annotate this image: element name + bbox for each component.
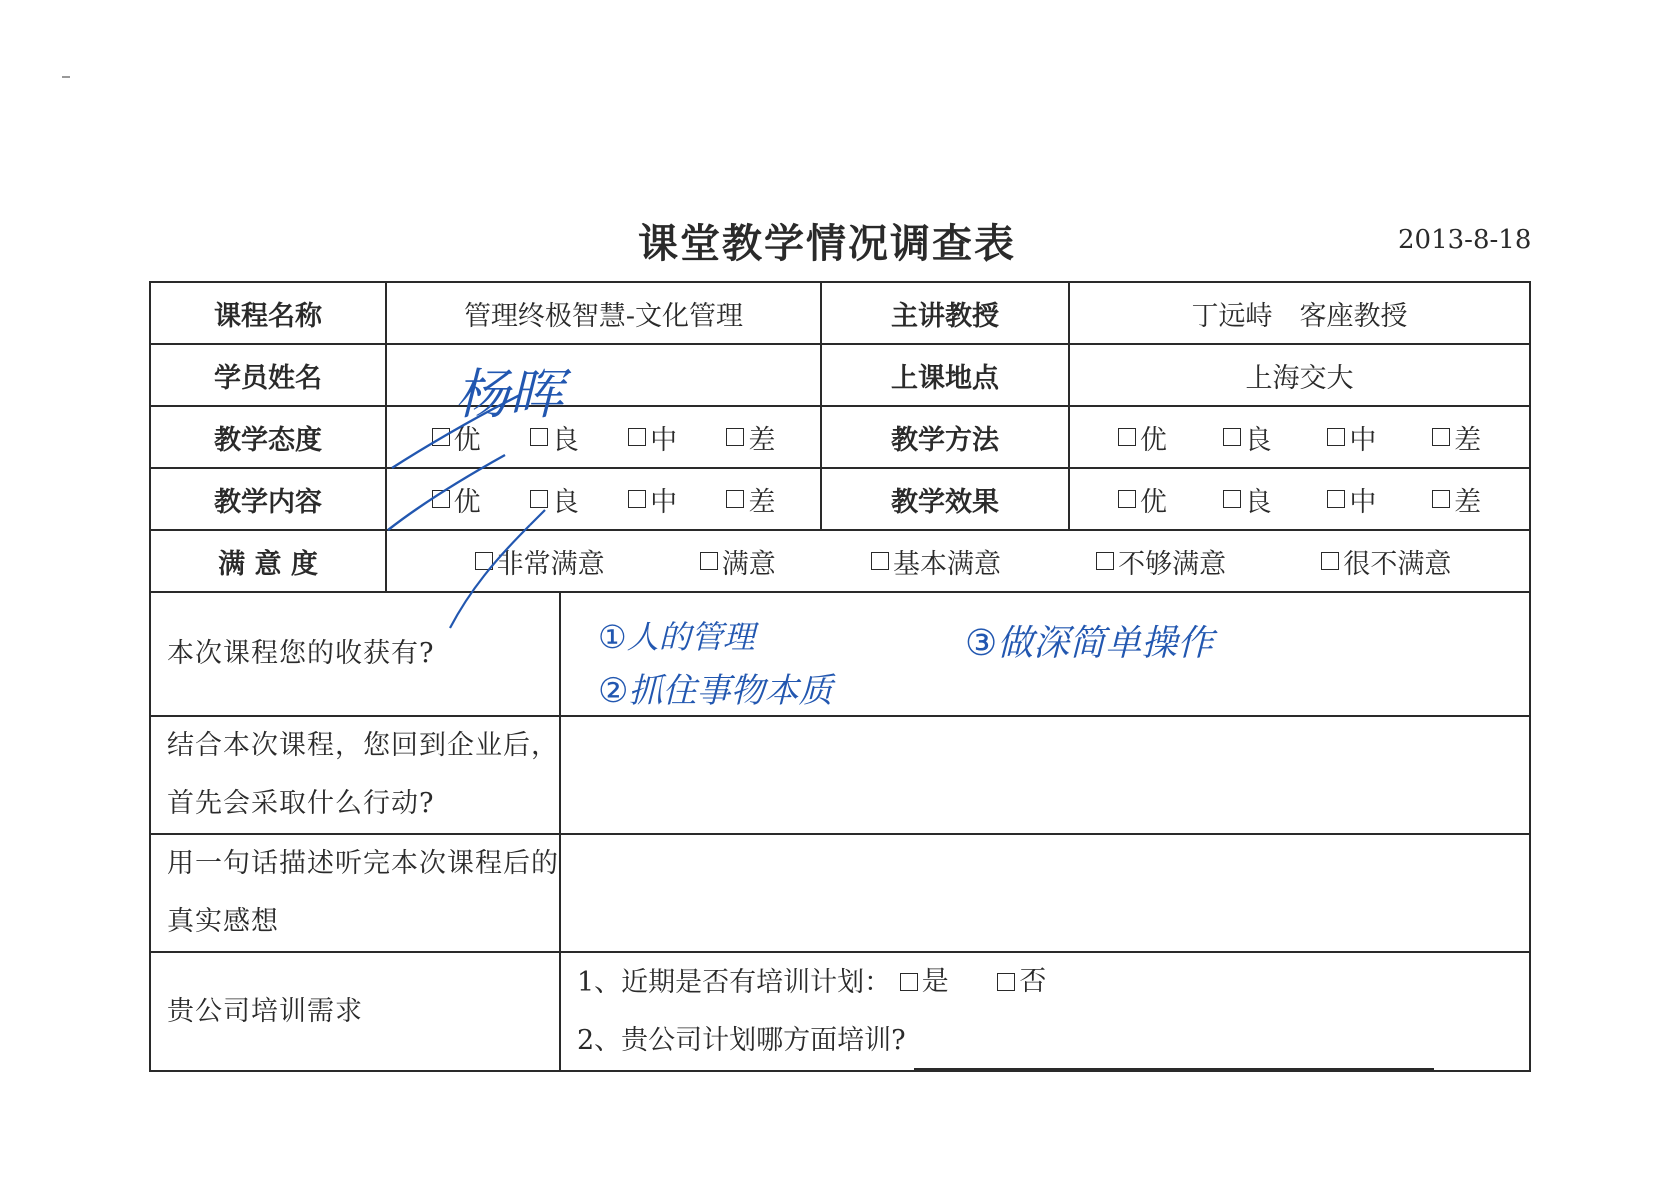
content-option[interactable]: 优 xyxy=(432,480,481,519)
gain-answer-field[interactable] xyxy=(560,592,1530,716)
method-option[interactable]: 良 xyxy=(1223,418,1272,457)
checkbox-icon xyxy=(1432,490,1450,508)
needs-area-line: 2、贵公司计划哪方面培训? xyxy=(561,1012,1529,1070)
checkbox-icon xyxy=(475,552,493,570)
needs-yes-option[interactable]: 是 xyxy=(900,953,949,1011)
satisfaction-option[interactable]: 很不满意 xyxy=(1321,542,1451,581)
attitude-option[interactable]: 良 xyxy=(530,418,579,457)
form-date: 2013-8-18 xyxy=(1398,225,1532,255)
attitude-options xyxy=(386,406,821,468)
lecturer-label: 主讲教授 xyxy=(821,282,1069,344)
handwritten-gain-1: ①人的管理 xyxy=(598,618,755,656)
row-gain xyxy=(150,592,1530,716)
method-label: 教学方法 xyxy=(821,406,1069,468)
checkbox-icon xyxy=(530,490,548,508)
survey-table xyxy=(149,281,1531,1072)
attitude-option[interactable]: 差 xyxy=(726,418,775,457)
form-title: 课堂教学情况调查表 xyxy=(638,221,1016,267)
course-value: 管理终极智慧-文化管理 xyxy=(386,282,821,344)
row-satisfaction xyxy=(150,530,1530,592)
checkbox-icon xyxy=(432,490,450,508)
satisfaction-option[interactable]: 不够满意 xyxy=(1096,542,1226,581)
method-option[interactable]: 中 xyxy=(1327,418,1376,457)
checkbox-icon xyxy=(628,428,646,446)
effect-option[interactable]: 中 xyxy=(1327,480,1376,519)
checkbox-icon xyxy=(726,428,744,446)
effect-option[interactable]: 差 xyxy=(1432,480,1481,519)
needs-label: 贵公司培训需求 xyxy=(150,952,560,1071)
row-attitude xyxy=(150,406,1530,468)
checkbox-icon xyxy=(530,428,548,446)
handwritten-gain-2: ②抓住事物本质 xyxy=(598,671,833,711)
checkbox-icon xyxy=(1223,428,1241,446)
effect-label: 教学效果 xyxy=(821,468,1069,530)
needs-no-option[interactable]: 否 xyxy=(997,953,1046,1011)
content-option[interactable]: 差 xyxy=(726,480,775,519)
satisfaction-options xyxy=(386,530,1530,592)
row-needs xyxy=(150,952,1530,1071)
effect-options xyxy=(1069,468,1530,530)
checkbox-icon xyxy=(1321,552,1339,570)
scan-speck xyxy=(62,76,70,78)
lecturer-value: 丁远峙 客座教授 xyxy=(1069,282,1530,344)
checkbox-icon xyxy=(432,428,450,446)
handwritten-gain-3: ③做深简单操作 xyxy=(965,623,1214,664)
checkbox-icon xyxy=(1118,428,1136,446)
checkbox-icon xyxy=(900,973,918,991)
satisfaction-option[interactable]: 满意 xyxy=(700,542,776,581)
method-options xyxy=(1069,406,1530,468)
content-label: 教学内容 xyxy=(150,468,386,530)
checkbox-icon xyxy=(1327,490,1345,508)
content-options xyxy=(386,468,821,530)
row-feeling xyxy=(150,834,1530,952)
feeling-question: 用一句话描述听完本次课程后的真实感想 xyxy=(150,834,560,952)
method-option[interactable]: 差 xyxy=(1432,418,1481,457)
row-student xyxy=(150,344,1530,406)
row-action xyxy=(150,716,1530,834)
row-content xyxy=(150,468,1530,530)
gain-question: 本次课程您的收获有? xyxy=(150,592,560,716)
satisfaction-option[interactable]: 非常满意 xyxy=(475,542,605,581)
checkbox-icon xyxy=(700,552,718,570)
content-option[interactable]: 良 xyxy=(530,480,579,519)
effect-option[interactable]: 良 xyxy=(1223,480,1272,519)
student-name-field[interactable] xyxy=(386,344,821,406)
satisfaction-option[interactable]: 基本满意 xyxy=(871,542,1001,581)
location-value: 上海交大 xyxy=(1069,344,1530,406)
row-course xyxy=(150,282,1530,344)
course-label: 课程名称 xyxy=(150,282,386,344)
checkbox-icon xyxy=(1432,428,1450,446)
feeling-answer-field[interactable] xyxy=(560,834,1530,952)
content-option[interactable]: 中 xyxy=(628,480,677,519)
action-question: 结合本次课程，您回到企业后，首先会采取什么行动? xyxy=(150,716,560,834)
attitude-option[interactable]: 中 xyxy=(628,418,677,457)
attitude-option[interactable]: 优 xyxy=(432,418,481,457)
checkbox-icon xyxy=(1118,490,1136,508)
action-answer-field[interactable] xyxy=(560,716,1530,834)
needs-answers xyxy=(560,952,1530,1071)
handwritten-name: 杨晖 xyxy=(455,363,563,426)
method-option[interactable]: 优 xyxy=(1118,418,1167,457)
checkbox-icon xyxy=(1327,428,1345,446)
checkbox-icon xyxy=(997,973,1015,991)
checkbox-icon xyxy=(628,490,646,508)
checkbox-icon xyxy=(1096,552,1114,570)
checkbox-icon xyxy=(1223,490,1241,508)
student-label: 学员姓名 xyxy=(150,344,386,406)
checkbox-icon xyxy=(871,552,889,570)
satisfaction-label: 满 意 度 xyxy=(150,530,386,592)
effect-option[interactable]: 优 xyxy=(1118,480,1167,519)
needs-plan-line: 1、近期是否有培训计划： 是 否 xyxy=(561,953,1529,1012)
attitude-label: 教学态度 xyxy=(150,406,386,468)
location-label: 上课地点 xyxy=(821,344,1069,406)
needs-area-blank[interactable] xyxy=(914,1042,1434,1070)
checkbox-icon xyxy=(726,490,744,508)
